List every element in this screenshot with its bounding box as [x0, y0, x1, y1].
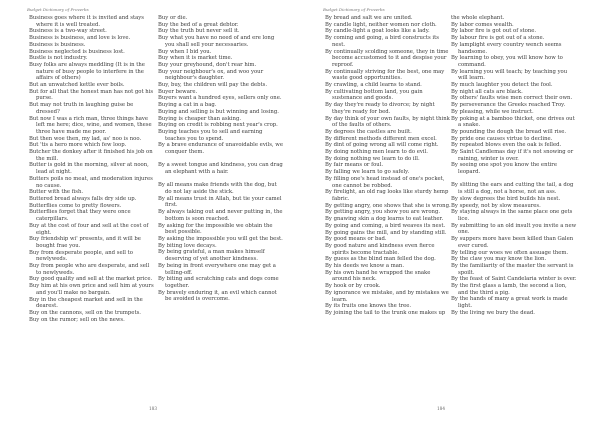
- proverb-entry: By poking at a bamboo thicket, one drives out a snake.: [451, 115, 575, 129]
- proverb-entry: By falling we learn to go safely.: [325, 169, 410, 176]
- proverb-entry: By slow degrees the bird builds his nest.: [451, 195, 561, 202]
- proverb-entry: By night all cats are black.: [451, 88, 523, 95]
- proverb-entry: Buy when I bid you.: [158, 48, 212, 55]
- proverb-entry: By a brave endurance of unavoidable evils, we conquer them.: [158, 142, 283, 156]
- proverb-entry: By labor comes wealth.: [451, 21, 514, 28]
- proverb-entry: Butter with the fish.: [29, 189, 84, 196]
- proverb-entry: By always taking out and never putting in, the bottom is soon reached.: [158, 209, 283, 222]
- proverb-entry: By the claw you may know the lion.: [451, 256, 547, 263]
- proverb-entry: By slitting the ears and cutting the tail, a dog is still a dog, not a horse, not an ass.: [451, 182, 574, 196]
- proverb-entry: By speedy, not by slow measures.: [451, 202, 541, 209]
- proverb-entry: By being in front everywhere one may get a telling-off.: [158, 262, 276, 276]
- proverb-entry: By good means or bad.: [325, 236, 387, 243]
- proverb-entry: By cultivating bottom land, you gain sustenance and goods.: [325, 88, 423, 102]
- proverb-column-1: [29, 15, 155, 323]
- proverb-entry: By doing nothing men learn to do evil.: [325, 149, 428, 156]
- proverb-entry: Buy your greyhound, don't rear him.: [158, 61, 257, 68]
- proverb-entry: By biting and scratching cats and dogs come together.: [158, 276, 279, 289]
- proverb-entry: By the living we bury the dead.: [451, 309, 535, 316]
- proverb-entry: By gnawing skin a dog learns to eat leather.: [325, 216, 444, 223]
- page-number: 183: [149, 406, 157, 411]
- proverb-entry: By going gains the mill, and by standing still.: [325, 229, 447, 236]
- proverb-entry: By ignorance we mistake, and by mistakes we learn.: [325, 289, 449, 303]
- proverb-entry: Business goes where it is invited and stays where it is well treated.: [29, 15, 145, 28]
- proverb-entry: By repeated blows even the oak is felled.: [451, 142, 562, 149]
- proverb-entry: By a sweet tongue and kindness, you can drag an elephant with a hair.: [158, 162, 283, 176]
- proverb-entry: But then woe then, my lad, as' noo is noo.: [29, 135, 142, 142]
- proverb-entry: By continually striving for the best, one may waste good opportunities.: [325, 68, 445, 82]
- proverb-entry: By continually scolding someone, they in time become accustomed to it and despise your reproof.: [325, 48, 449, 68]
- proverb-entry: By joining the tail to the trunk one makes up: [325, 309, 446, 316]
- proverb-entry: Buy friendship wi' presents, and it will be bought frae you.: [29, 236, 141, 249]
- proverb-entry: By biting love decays.: [158, 242, 217, 249]
- proverb-entry: Buy in the cheapest market and sell in the dearest.: [29, 296, 143, 310]
- proverb-entry: Buttered bread always falls dry side up.: [29, 195, 137, 202]
- proverb-entry: By crawling, a child learns to stand.: [325, 82, 422, 89]
- proverb-entry: Buy the bed of a great debtor.: [158, 21, 239, 28]
- proverb-entry: By learning you will teach; by teaching you will learn.: [451, 68, 568, 82]
- proverb-entry: Business is a two-way street.: [29, 28, 107, 35]
- proverb-entry: Butcher the donkey after it finished his job on the mill.: [29, 149, 153, 162]
- proverb-entry: By candle light, neither women nor cloth.: [325, 21, 437, 28]
- proverb-entry: By bravely enduring it, an evil which cannot be avoided is overcome.: [158, 289, 277, 303]
- proverb-entry: By all means make friends with the dog, but do not lay aside the stick.: [158, 182, 277, 196]
- proverb-entry: By much laughter you detect the fool.: [451, 82, 553, 89]
- proverb-entry: By hook or by crook.: [325, 283, 381, 290]
- proverb-entry: Buy at the cost of four and sell at the cost of eight.: [29, 222, 149, 236]
- running-head: Budget Dictionary of Proverbs: [27, 7, 89, 12]
- proverb-entry: By learning to obey, you will know how to command.: [451, 55, 563, 68]
- proverb-entry: But an unwatched kettle ever boils.: [29, 82, 125, 89]
- proverb-entry: Buy good quality and sell at the market price.: [29, 276, 153, 283]
- proverb-entry: By his deeds we know a man.: [325, 263, 405, 270]
- proverb-entry: By going and coming, a bird weaves its nest.: [325, 222, 446, 229]
- proverb-entry: By labour fire is got out of a stone.: [451, 35, 545, 42]
- proverb-entry: By suppers more have been killed than Galen ever cured.: [451, 236, 574, 249]
- proverb-entry: By perseverance the Greeks reached Troy.: [451, 102, 566, 109]
- proverb-entry: Buy or die.: [158, 15, 188, 21]
- proverb-entry: By others' faults wise men correct their own.: [451, 95, 573, 102]
- proverb-entry: By day they're ready to divorce; by night they're ready for bed.: [325, 102, 435, 115]
- proverb-entry: By his own hand he wrapped the snake around his neck.: [325, 269, 431, 283]
- proverb-entry: the whole elephant.: [451, 15, 505, 21]
- proverb-entry: By all means trust in Allah, but tie your camel first.: [158, 195, 282, 209]
- proverb-entry: By degrees the castles are built.: [325, 128, 412, 135]
- proverb-entry: Buy on the rumor; sell on the news.: [29, 316, 125, 323]
- page-number: 184: [437, 406, 445, 411]
- proverb-entry: By labor fire is got out of stone.: [451, 28, 537, 35]
- proverb-entry: By its fruits one knows the tree.: [325, 303, 412, 310]
- proverb-entry: By coming and going, a bird constructs its nest.: [325, 35, 439, 48]
- proverb-entry: Buy on the cannons, sell on the trumpets.: [29, 309, 141, 316]
- running-head: Budget Dictionary of Proverbs: [323, 7, 385, 12]
- proverb-entry: By telling our woes we often assuage them.: [451, 249, 569, 256]
- proverb-entry: Butter is gold in the morning, silver at noon, lead at night.: [29, 162, 149, 176]
- proverb-entry: By pounding the dough the bread will rise.: [451, 128, 567, 135]
- proverb-entry: Business is business.: [29, 41, 86, 48]
- proverb-entry: By the feast of Saint Candelaria winter is over.: [451, 276, 577, 283]
- proverb-column-2: [158, 15, 284, 303]
- proverb-entry: Buy what you have no need of and ere long you shall sell your necessaries.: [158, 35, 275, 48]
- proverb-column-3: [325, 15, 451, 317]
- proverb-entry: But 'tis a hero more which few loop.: [29, 142, 127, 149]
- proverb-entry: By filling one's head instead of one's pocket, one cannot be robbed.: [325, 175, 445, 189]
- proverb-entry: By different methods different men excel.: [325, 135, 437, 142]
- proverb-entry: By seeing one spot you know the entire leopard.: [451, 162, 557, 176]
- proverb-entry: By submitting to an old insult you invite a new one.: [451, 222, 577, 236]
- proverb-entry: By getting angry, one shows that she is wrong.: [325, 202, 451, 209]
- proverb-entry: Bustle is not industry.: [29, 55, 88, 62]
- proverb-entry: But for all that the honest man has not got his purse.: [29, 88, 154, 102]
- proverb-entry: Buy from people who are desperate, and sell to newlyweds.: [29, 263, 150, 276]
- proverb-entry: By guess as the blind man felled the dog.: [325, 256, 436, 263]
- proverb-entry: But now I was a rich man, three things have left me here; dice, wine, and women, these three have made me poor.: [29, 115, 152, 135]
- proverb-entry: By pleasing, while we instruct.: [451, 108, 534, 115]
- proverb-entry: By good nature and kindness even fierce spirits become tractable.: [325, 242, 435, 256]
- proverb-entry: By fair means or foul.: [325, 162, 384, 169]
- proverb-entry: Buying is cheaper than asking.: [158, 115, 242, 122]
- proverb-entry: By getting angry, you show you are wrong.: [325, 209, 441, 216]
- proverb-entry: Buying and selling is but winning and losing.: [158, 108, 279, 115]
- proverb-entry: Busy folks are always meddling (It is in the nature of busy people to interfere in the affairs of others): [29, 61, 145, 82]
- proverb-entry: By the hands of many a great work is made light.: [451, 296, 568, 310]
- proverb-entry: Buy the truth but never sell it.: [158, 28, 240, 35]
- proverb-entry: By candle-light a goat looks like a lady.: [325, 28, 430, 35]
- proverb-entry: By asking for the impossible we obtain the best possible.: [158, 222, 273, 236]
- proverb-entry: Buy, buy, the children will pay the debts.: [158, 82, 268, 89]
- proverb-entry: By the first glass a lamb, the second a lion, and the third a pig.: [451, 283, 567, 296]
- proverb-entry: Buyers want a hundred eyes, sellers only one.: [158, 95, 282, 102]
- proverb-entry: By asking the impossible you will get the best.: [158, 235, 283, 242]
- proverb-entry: Buying on credit is robbing next year's crop.: [158, 122, 278, 129]
- proverb-entry: Buy your neighbour's ox, and woo your neighbour's daughter.: [158, 68, 264, 82]
- proverb-entry: Buy when it is market time.: [158, 55, 233, 62]
- proverb-entry: Buyer beware.: [158, 88, 198, 95]
- proverb-entry: By Saint Candlemas day if it's not snowing or raining, winter is over.: [451, 149, 574, 162]
- proverb-entry: By day think of your own faults, by night think of the faults of others.: [325, 115, 450, 129]
- proverb-entry: By firelight, an old rag looks like sturdy hemp fabric.: [325, 189, 449, 202]
- proverb-entry: Butterflies come to pretty flowers.: [29, 202, 122, 209]
- proverb-entry: By dint of going wrong all will come right.: [325, 142, 439, 149]
- proverb-entry: By the familiarity of the master the servant is spoilt.: [451, 262, 574, 276]
- right-page: [300, 0, 600, 424]
- proverb-entry: By pride one causes virtue to decline.: [451, 135, 553, 142]
- proverb-entry: Buying teaches you to sell and earning teaches you to spend.: [158, 128, 263, 142]
- proverb-entry: By bread and salt we are united.: [325, 15, 413, 21]
- proverb-entry: By doing nothing we learn to do ill.: [325, 155, 420, 162]
- proverb-entry: Business neglected is business lost.: [29, 48, 125, 55]
- proverb-entry: Buy him at his own price and sell him at yours and you'll make no bargain.: [29, 283, 154, 296]
- proverb-entry: Butters poils no meat, and moderation injures no cause.: [29, 175, 153, 189]
- proverb-entry: But may not truth in laughing guise be dressed?: [29, 102, 134, 115]
- proverb-entry: By staying always in the same place one gets lice.: [451, 209, 573, 222]
- proverb-entry: Butterflies forget that they were once caterpillars.: [29, 209, 131, 223]
- proverb-entry: Buy from desperate people, and sell to newlyweds.: [29, 249, 133, 263]
- proverb-entry: By lamplight every country wench seems handsome.: [451, 41, 562, 55]
- proverb-entry: By being grateful, a man makes himself deserving of yet another kindness.: [158, 249, 265, 263]
- proverb-entry: Buying a cat in a bag.: [158, 102, 217, 109]
- proverb-column-4: [451, 15, 577, 317]
- proverb-entry: Business is business, and love is love.: [29, 35, 131, 42]
